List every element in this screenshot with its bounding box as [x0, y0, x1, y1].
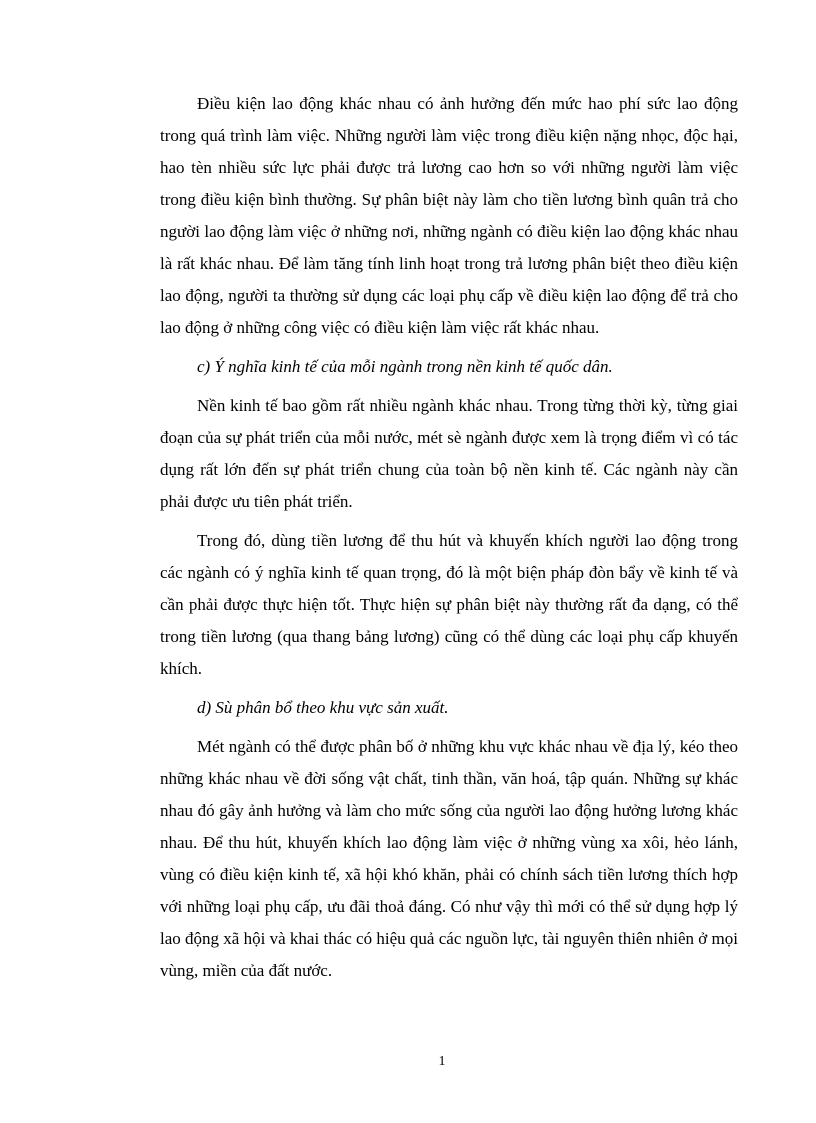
page-number: 1 — [438, 1054, 446, 1069]
paragraph-wage-incentives: Trong đó, dùng tiền lương để thu hút và khuyến khích người lao động trong các ngành có ý nghĩa kinh tế quan trọng, đó là một biện pháp đòn bẩy về kinh tế và cần phải được thực hiện tốt. Thực hiện sự phân biệt này thường rất đa dạng, có thể trong tiền lương (qua thang bảng lương) cũng có thể dùng các loại phụ cấp khuyến khích. — [160, 531, 738, 678]
section-heading-regional-distribution: d) Sù phân bổ theo khu vực sản xuất. — [197, 698, 449, 717]
paragraph-regional-allowances: Mét ngành có thể được phân bố ở những khu vực khác nhau về địa lý, kéo theo những khác nhau về đời sống vật chất, tinh thần, văn hoá, tập quán. Những sự khác nhau đó gây ảnh hưởng và làm cho mức sống của người lao động hưởng lương khác nhau. Để thu hút, khuyến khích lao động làm việc ở những vùng xa xôi, hẻo lánh, vùng có điều kiện kinh tế, xã hội khó khăn, phải có chính sách tiền lương thích hợp với những loại phụ cấp, ưu đãi thoả đáng. Có như vậy thì mới có thể sử dụng hợp lý lao động xã hội và khai thác có hiệu quả các nguồn lực, tài nguyên thiên nhiên ở mọi vùng, miền của đất nước. — [160, 737, 738, 980]
paragraph-economy-sectors: Nền kinh tế bao gồm rất nhiều ngành khác nhau. Trong từng thời kỳ, từng giai đoạn của sự phát triển của mỗi nước, mét sè ngành được xem là trọng điểm vì có tác dụng rất lớn đến sự phát triển chung của toàn bộ nền kinh tế. Các ngành này cần phải được ưu tiên phát triển. — [160, 396, 738, 511]
section-heading-economic-significance: c) Ý nghĩa kinh tế của mỗi ngành trong nền kinh tế quốc dân. — [197, 357, 613, 376]
paragraph-working-conditions: Điều kiện lao động khác nhau có ảnh hưởng đến mức hao phí sức lao động trong quá trình làm việc. Những người làm việc trong điều kiện nặng nhọc, độc hại, hao tèn nhiều sức lực phải được trả lương cao hơn so với những người làm việc trong điều kiện bình thường. Sự phân biệt này làm cho tiền lương bình quân trả cho người lao động làm việc ở những nơi, những ngành có điều kiện lao động khác nhau là rất khác nhau. Để làm tăng tính linh hoạt trong trả lương phân biệt theo điều kiện lao động, người ta thường sử dụng các loại phụ cấp về điều kiện lao động để trả cho lao động ở những công việc có điều kiện làm việc rất khác nhau. — [160, 94, 738, 337]
body-text — [160, 88, 738, 987]
